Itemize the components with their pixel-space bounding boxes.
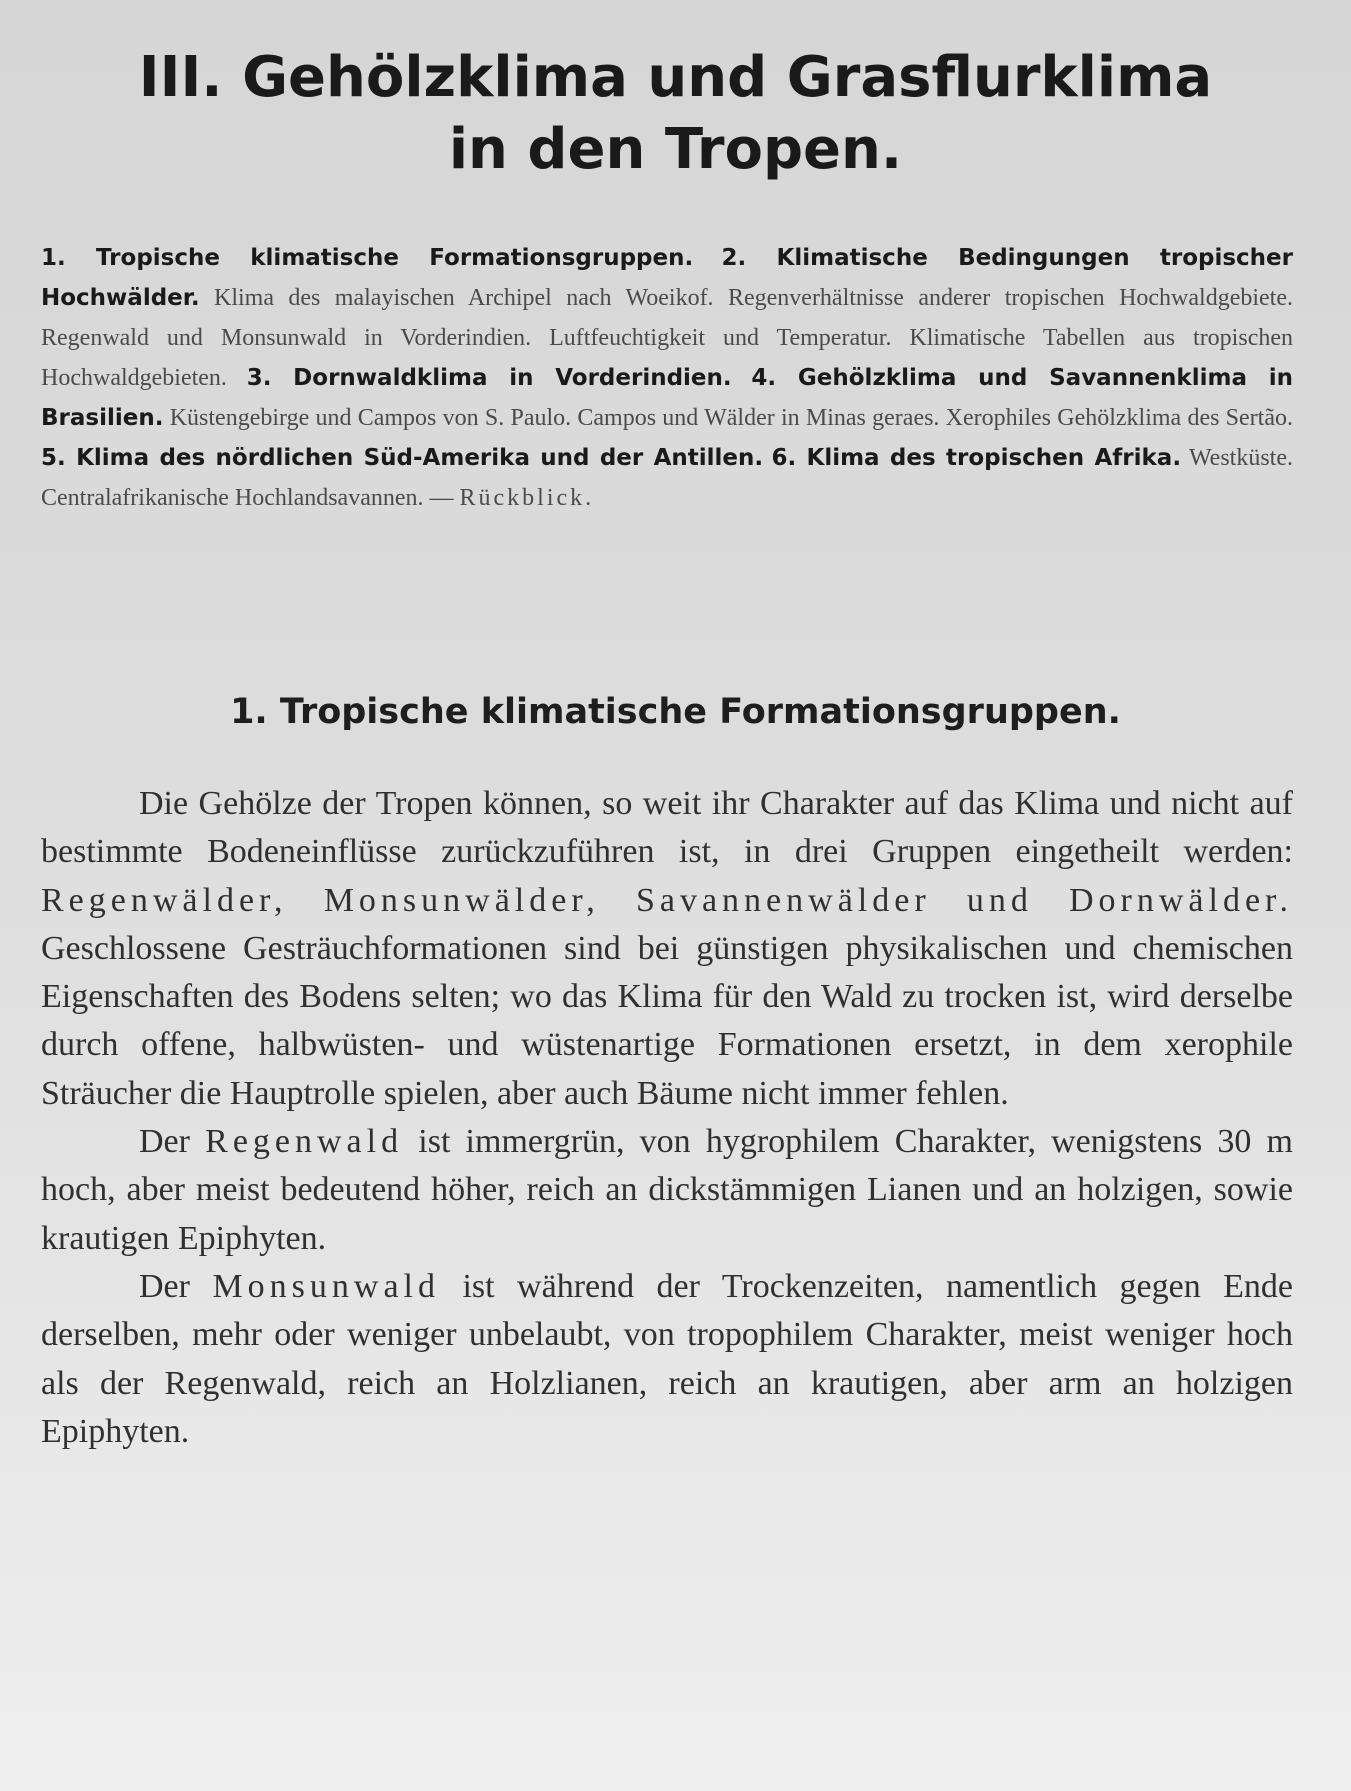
- chapter-title: [0, 42, 1351, 186]
- paragraph-2-der: Der: [139, 1123, 190, 1161]
- paragraph-1-rest: Geschlossene Gesträuchformationen sind bei günstigen physikalischen und chemischen Eigenschaften des Bodens selten; wo das Klima für den Wald zu trocken ist, wird derselbe durch offene, halbwüsten- und wüstenartige Formationen ersetzt, in dem xerophile Sträucher die Hauptrolle spielen, aber auch Bäume nicht immer fehlen.: [41, 929, 1293, 1112]
- summary-rueckblick: Rückblick.: [459, 485, 595, 511]
- paragraph-3: [41, 1263, 1293, 1456]
- summary-detail-6: Westküste. Centralafrikanische Hochlandsavannen. —: [41, 445, 1294, 511]
- summary-topic-4: 4. Gehölzklima und Savannenklima in Brasilien.: [41, 365, 1293, 431]
- term-und: und: [966, 881, 1033, 919]
- summary-topic-1: 1. Tropische klimatische Formationsgruppen.: [41, 245, 694, 271]
- term-regenwald: Regenwald: [205, 1123, 404, 1161]
- summary-topic-6: 6. Klima des tropischen Afrika.: [771, 445, 1182, 471]
- section-heading: 1. Tropische klimatische Formationsgruppen.: [230, 692, 1121, 732]
- term-dornwaelder: Dornwälder.: [1069, 881, 1294, 919]
- summary-topic-2: 2. Klimatische Bedingungen tropischer Hochwälder.: [41, 245, 1293, 311]
- paragraph-3-rest: ist während der Trockenzeiten, namentlich gegen Ende derselben, mehr oder weniger unbelaubt, von tropophilem Charakter, meist weniger hoch als der Regenwald, reich an Holzlianen, reich an krautigen, aber arm an holzigen Epiphyten.: [41, 1267, 1294, 1450]
- chapter-summary: [41, 238, 1293, 518]
- paragraph-1-intro: Die Gehölze der Tropen können, so weit ihr Charakter auf das Klima und nicht auf bestimmte Bodeneinflüsse zurückzuführen ist, in drei Gruppen eingetheilt werden:: [41, 785, 1293, 871]
- term-regenwaelder: Regenwälder,: [41, 881, 288, 919]
- term-monsunwaelder: Monsunwälder,: [323, 881, 600, 919]
- paragraph-3-der: Der: [139, 1267, 190, 1305]
- paragraph-2-rest: ist immergrün, von hygrophilem Charakter, wenigstens 30 m hoch, aber meist bedeutend höher, reich an dickstämmigen Lianen und an holzigen, sowie krautigen Epiphyten.: [41, 1123, 1293, 1257]
- chapter-title-line-1: III. Gehölzklima und Grasflurklima: [138, 45, 1213, 110]
- summary-topic-5: 5. Klima des nördlichen Süd-Amerika und der Antillen.: [41, 445, 764, 471]
- term-monsunwald: Monsunwald: [212, 1267, 440, 1305]
- paragraph-1: [41, 780, 1293, 1118]
- chapter-title-line-2: in den Tropen.: [448, 117, 903, 182]
- section-body: [41, 780, 1293, 1456]
- paragraph-2: [41, 1118, 1293, 1263]
- term-savannenwaelder: Savannenwälder: [635, 881, 931, 919]
- summary-detail-2: Klima des malayischen Archipel nach Woeikof. Regenverhältnisse anderer tropischen Hochwaldgebiete. Regenwald und Monsunwald in Vorderindien. Luftfeuchtigkeit und Temperatur. Klimatische Tabellen aus tropischen Hochwaldgebieten.: [41, 285, 1294, 391]
- summary-topic-3: 3. Dornwaldklima in Vorderindien.: [246, 365, 732, 391]
- summary-detail-4: Küstengebirge und Campos von S. Paulo. Campos und Wälder in Minas geraes. Xerophiles Gehölzklima des Sertão.: [169, 405, 1293, 431]
